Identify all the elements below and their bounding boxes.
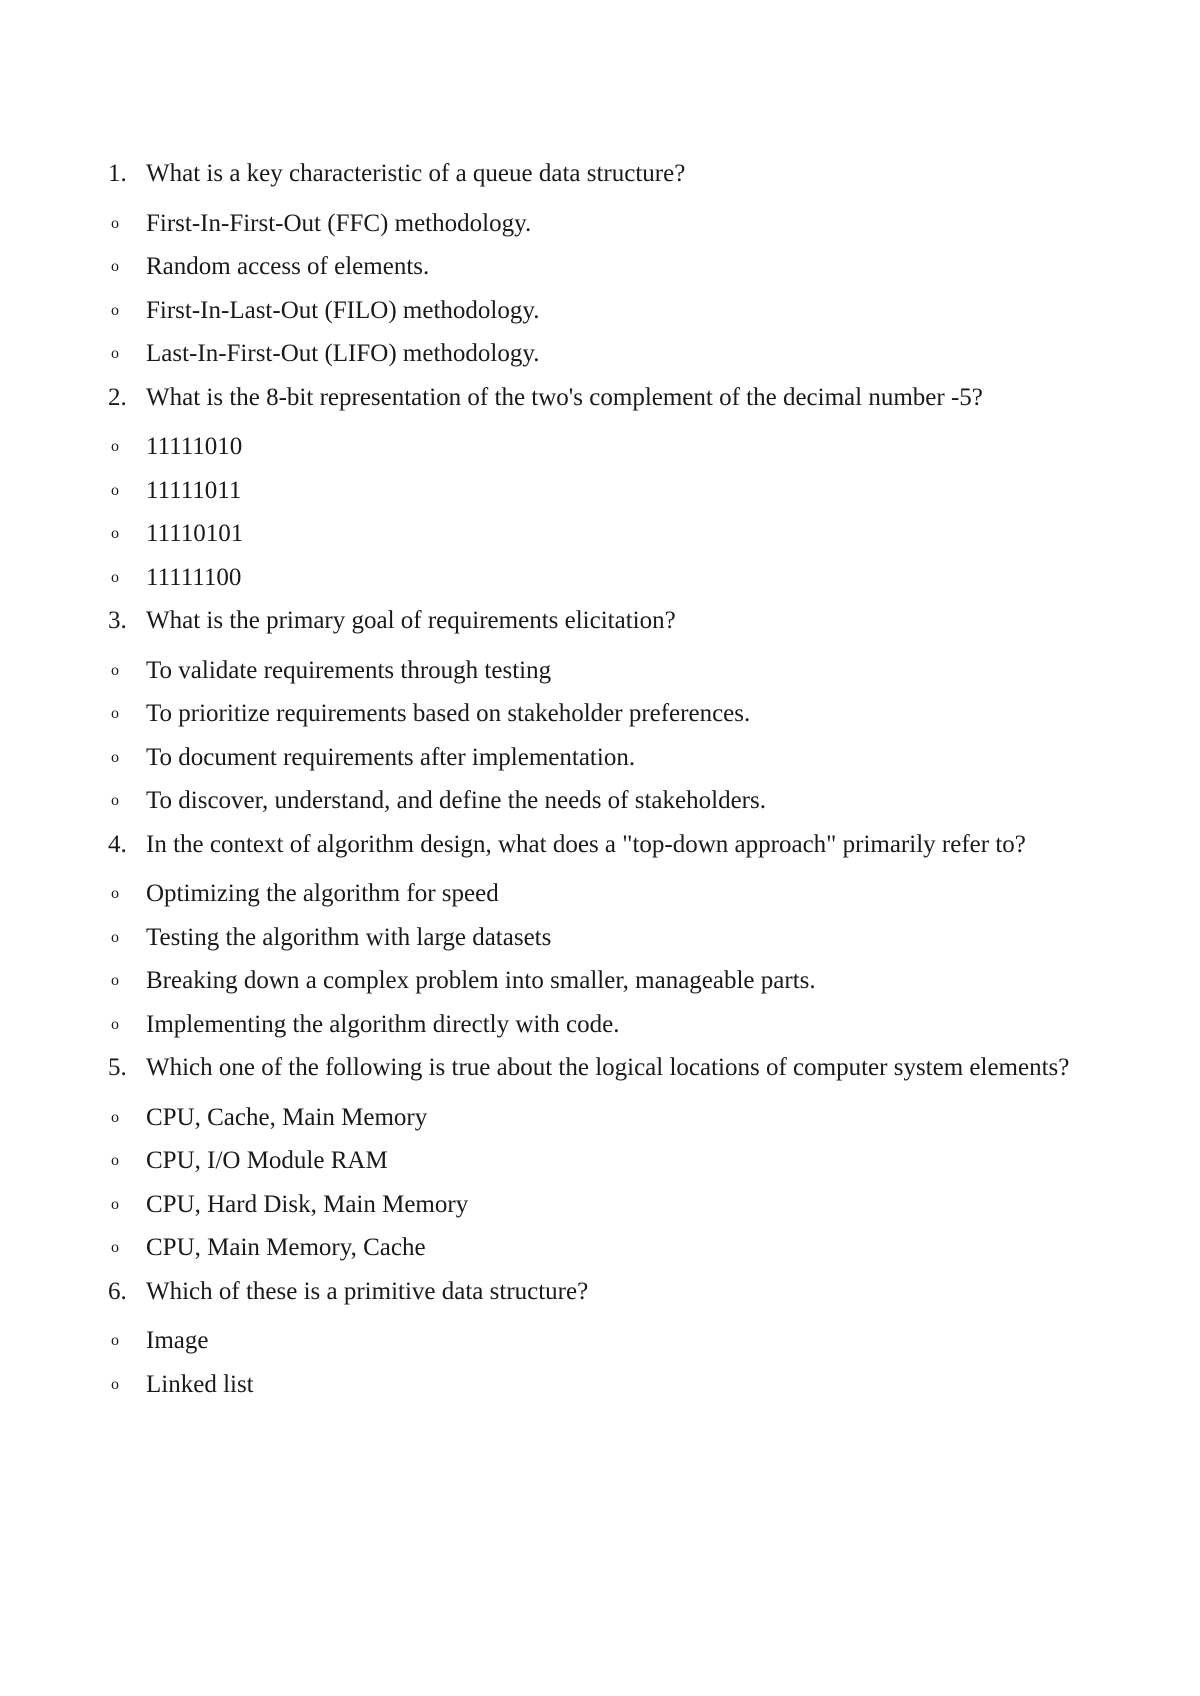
option-text: Random access of elements. xyxy=(146,253,430,280)
option-text: To discover, understand, and define the needs of stakeholders. xyxy=(146,787,766,814)
option-text: Testing the algorithm with large datasets xyxy=(146,923,552,951)
question-text: What is a key characteristic of a queue data structure? xyxy=(146,160,686,187)
bullet-icon: o xyxy=(111,661,119,679)
question-6 xyxy=(108,1270,1068,1314)
bullet-icon: o xyxy=(111,301,119,319)
option-text: CPU, Main Memory, Cache xyxy=(146,1234,426,1261)
bullet-icon: o xyxy=(111,1239,119,1256)
option-text: CPU, Cache, Main Memory xyxy=(146,1103,428,1131)
option-item xyxy=(108,1363,1068,1407)
option-text: First-In-First-Out (FFC) methodology. xyxy=(146,209,532,237)
option-text: 11110101 xyxy=(146,520,244,547)
bullet-icon: o xyxy=(111,885,119,902)
bullet-icon: o xyxy=(111,258,119,275)
option-item xyxy=(108,1226,1068,1270)
option-item xyxy=(108,779,1068,823)
option-text: 11111100 xyxy=(146,563,242,591)
question-3 xyxy=(108,599,1068,643)
option-item xyxy=(108,202,1068,246)
question-text: What is the 8-bit representation of the two's complement of the decimal number -5? xyxy=(146,383,983,411)
option-item xyxy=(108,736,1068,780)
option-item xyxy=(108,959,1068,1003)
option-text: To validate requirements through testing xyxy=(146,656,552,684)
bullet-icon: o xyxy=(111,438,119,455)
bullet-icon: o xyxy=(111,1108,119,1126)
question-number: 6. xyxy=(108,1277,127,1305)
option-text: CPU, Hard Disk, Main Memory xyxy=(146,1190,469,1218)
question-1 xyxy=(108,152,1068,196)
option-item xyxy=(108,692,1068,736)
question-number: 2. xyxy=(108,383,127,411)
bullet-icon: o xyxy=(111,972,119,989)
question-text: In the context of algorithm design, what does a "top-down approach" primarily refer to? xyxy=(146,830,1026,858)
question-text: Which of these is a primitive data structure? xyxy=(146,1277,589,1305)
bullet-icon: o xyxy=(111,1332,119,1349)
option-text: Optimizing the algorithm for speed xyxy=(146,880,499,907)
bullet-icon: o xyxy=(111,481,119,499)
option-item xyxy=(108,289,1068,333)
option-item xyxy=(108,1139,1068,1183)
option-item xyxy=(108,425,1068,469)
option-item xyxy=(108,1183,1068,1227)
bullet-icon: o xyxy=(111,345,119,362)
bullet-icon: o xyxy=(111,1015,119,1033)
option-text: To prioritize requirements based on stakeholder preferences. xyxy=(146,700,751,727)
option-text: CPU, I/O Module RAM xyxy=(146,1147,388,1174)
bullet-icon: o xyxy=(111,705,119,722)
bullet-icon: o xyxy=(111,214,119,232)
question-text: Which one of the following is true about the logical locations of computer system elements? xyxy=(146,1054,1070,1081)
question-5 xyxy=(108,1046,1068,1090)
option-item xyxy=(108,469,1068,513)
bullet-icon: o xyxy=(111,1195,119,1213)
option-item xyxy=(108,245,1068,289)
option-text: Breaking down a complex problem into smaller, manageable parts. xyxy=(146,967,816,994)
option-text: Implementing the algorithm directly with code. xyxy=(146,1010,620,1038)
option-item xyxy=(108,649,1068,693)
option-text: First-In-Last-Out (FILO) methodology. xyxy=(146,296,540,324)
option-item xyxy=(108,556,1068,600)
option-item xyxy=(108,1319,1068,1363)
option-text: Image xyxy=(146,1327,209,1354)
option-item xyxy=(108,916,1068,960)
bullet-icon: o xyxy=(111,568,119,586)
option-item xyxy=(108,1096,1068,1140)
bullet-icon: o xyxy=(111,1152,119,1169)
option-text: Last-In-First-Out (LIFO) methodology. xyxy=(146,340,540,367)
option-text: To document requirements after implementation. xyxy=(146,743,636,771)
option-item xyxy=(108,332,1068,376)
option-text: Linked list xyxy=(146,1370,254,1398)
bullet-icon: o xyxy=(111,1375,119,1393)
question-number: 5. xyxy=(108,1054,127,1081)
bullet-icon: o xyxy=(111,525,119,542)
bullet-icon: o xyxy=(111,748,119,766)
question-2 xyxy=(108,376,1068,420)
option-item xyxy=(108,512,1068,556)
question-number: 3. xyxy=(108,607,127,634)
option-item xyxy=(108,1003,1068,1047)
bullet-icon: o xyxy=(111,928,119,946)
question-number: 4. xyxy=(108,830,127,858)
option-item xyxy=(108,872,1068,916)
bullet-icon: o xyxy=(111,792,119,809)
question-4 xyxy=(108,823,1068,867)
option-text: 11111011 xyxy=(146,476,242,504)
option-text: 11111010 xyxy=(146,433,243,460)
question-number: 1. xyxy=(108,160,127,187)
quiz-list xyxy=(108,152,1068,1406)
question-text: What is the primary goal of requirements elicitation? xyxy=(146,607,676,634)
